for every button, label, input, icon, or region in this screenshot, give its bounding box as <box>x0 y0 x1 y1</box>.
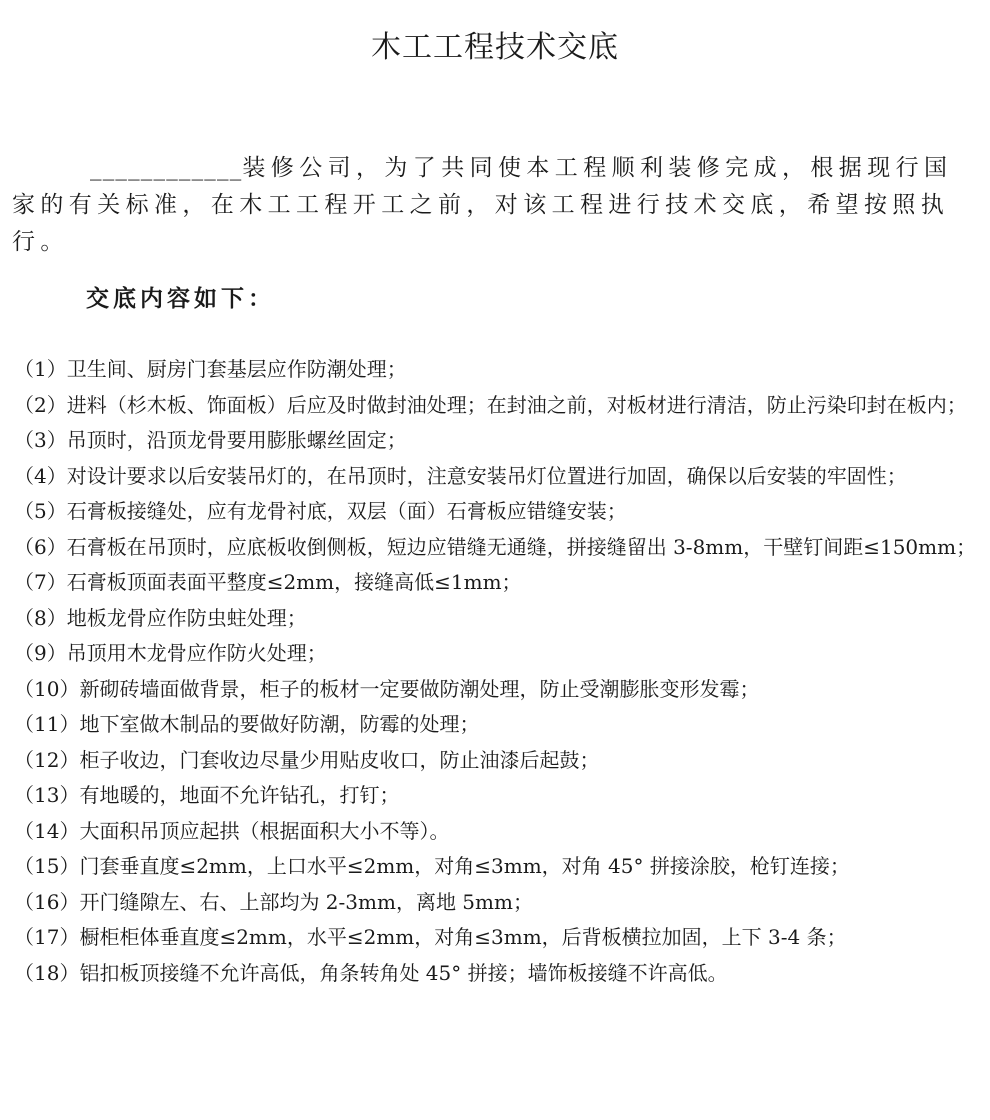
requirement-item-5: （5）石膏板接缝处，应有龙骨衬底，双层（面）石膏板应错缝安装； <box>14 499 627 523</box>
requirement-item-18: （18）铝扣板顶接缝不允许高低，角条转角处 45° 拼接；墙饰板接缝不许高低。 <box>14 960 728 985</box>
content-heading: 交底内容如下： <box>86 286 275 312</box>
requirement-item-17: （17）橱柜柜体垂直度≤2mm，水平≤2mm，对角≤3mm，后背板横拉加固，上下 3-4 条； <box>14 925 847 949</box>
requirement-list <box>14 352 980 991</box>
requirement-item-8: （8）地板龙骨应作防虫蛀处理； <box>14 605 307 630</box>
requirement-item-3: （3）吊顶时，沿顶龙骨要用膨胀螺丝固定； <box>14 428 407 452</box>
requirement-item-6: （6）石膏板在吊顶时，应底板收倒侧板，短边应错缝无通缝，拼接缝留出 3-8mm，干壁钉间距≤150mm； <box>14 534 977 559</box>
requirement-item-9: （9）吊顶用木龙骨应作防火处理； <box>14 641 327 665</box>
requirement-item-7: （7）石膏板顶面表面平整度≤2mm，接缝高低≤1mm； <box>14 570 522 594</box>
requirement-item-12: （12）柜子收边，门套收边尽量少用贴皮收口，防止油漆后起鼓； <box>14 747 600 772</box>
requirement-item-2: （2）进料（杉木板、饰面板）后应及时做封油处理；在封油之前，对板材进行清洁，防止污染印封在板内； <box>14 392 967 417</box>
requirement-item-13: （13）有地暖的，地面不允许钻孔，打钉； <box>14 783 400 807</box>
requirement-item-14: （14）大面积吊顶应起拱（根据面积大小不等）。 <box>14 818 450 843</box>
requirement-item-11: （11）地下室做木制品的要做好防潮，防霉的处理； <box>14 712 480 736</box>
requirement-item-10: （10）新砌砖墙面做背景，柜子的板材一定要做防潮处理，防止受潮膨胀变形发霉； <box>14 676 760 701</box>
document-title: 木工工程技术交底 <box>371 30 619 65</box>
requirement-item-1: （1）卫生间、厨房门套基层应作防潮处理； <box>14 357 407 381</box>
company-name-blank: ____________ <box>90 155 243 181</box>
requirement-item-15: （15）门套垂直度≤2mm，上口水平≤2mm，对角≤3mm，对角 45° 拼接涂胶，枪钉连接； <box>14 854 850 878</box>
requirement-item-16: （16）开门缝隙左、右、上部均为 2-3mm，离地 5mm； <box>14 889 533 914</box>
intro-paragraph <box>12 150 980 261</box>
intro-text: 装修公司，为了共同使本工程顺利装修完成，根据现行国家的有关标准，在木工工程开工之前，对该工程进行技术交底，希望按照执行。 <box>12 155 953 255</box>
requirement-item-4: （4）对设计要求以后安装吊灯的，在吊顶时，注意安装吊灯位置进行加固，确保以后安装的牢固性； <box>14 463 907 488</box>
